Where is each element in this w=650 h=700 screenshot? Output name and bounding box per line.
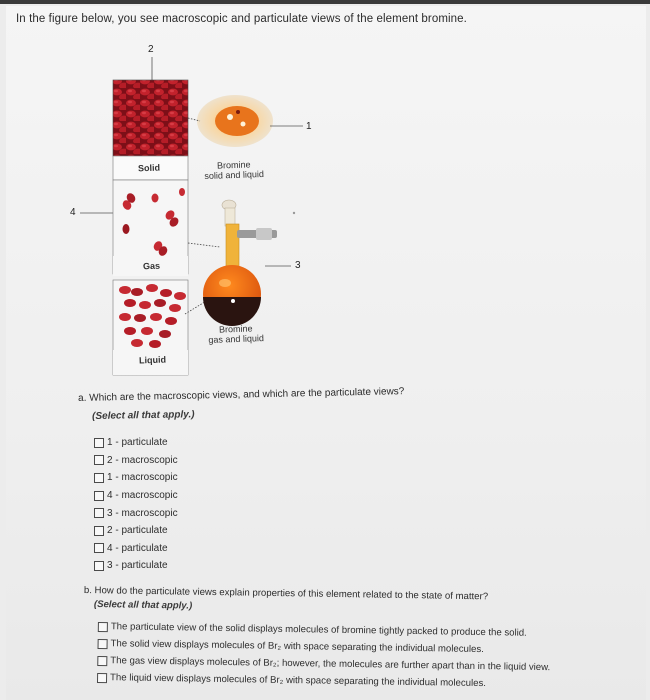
question-a-text: a. Which are the macroscopic views, and which are the particulate views? (78, 386, 405, 404)
checkbox[interactable] (94, 473, 104, 483)
option-b-solid-tightly-packed[interactable]: The particulate view of the solid displays molecules of bromine tightly packed to produce the solid. (98, 618, 551, 642)
checkbox[interactable] (94, 543, 104, 553)
crystal (241, 122, 246, 127)
bromine-flask-photo (185, 200, 295, 326)
gas-label: Gas (142, 260, 161, 272)
bromine-gas-liquid-caption: Bromine gas and liquid (208, 323, 265, 345)
checkbox[interactable] (94, 438, 104, 448)
crystal (227, 114, 233, 120)
callout-2: 2 (148, 44, 154, 55)
checkbox[interactable] (98, 638, 108, 648)
question-a-instruction: (Select all that apply.) (92, 409, 195, 422)
option-a-2-macroscopic[interactable]: 2 - macroscopic (94, 452, 178, 470)
solid-label: Solid (137, 162, 161, 174)
checkbox[interactable] (94, 561, 104, 571)
checkbox[interactable] (98, 621, 108, 631)
callout-3: 3 (295, 260, 301, 271)
bromine-solid-liquid-caption: Bromine solid and liquid (204, 159, 265, 182)
option-a-3-macroscopic[interactable]: 3 - macroscopic (94, 504, 178, 522)
question-a-options (94, 434, 178, 575)
option-b-solid-space-separating[interactable]: The solid view displays molecules of Br₂ with space separating the individual molecules. (97, 635, 550, 659)
question-b-options (97, 618, 551, 693)
liquid-label: Liquid (138, 354, 167, 366)
checkbox[interactable] (97, 655, 107, 665)
option-a-1-particulate[interactable]: 1 - particulate (94, 434, 178, 452)
checkbox[interactable] (94, 455, 104, 465)
option-a-1-macroscopic[interactable]: 1 - macroscopic (94, 469, 178, 487)
intro-text: In the figure below, you see macroscopic and particulate views of the element bromine. (16, 13, 467, 25)
option-a-2-particulate[interactable]: 2 - particulate (94, 522, 178, 540)
checkbox[interactable] (94, 491, 104, 501)
question-b-instruction: (Select all that apply.) (93, 599, 193, 612)
question-b-text: b. How do the particulate views explain properties of this element related to the state of matter? (83, 585, 489, 603)
solid-particulate-view (113, 80, 188, 156)
option-a-4-macroscopic[interactable]: 4 - macroscopic (94, 487, 178, 505)
checkbox[interactable] (94, 526, 104, 536)
callout-1: 1 (306, 121, 312, 132)
option-a-3-particulate[interactable]: 3 - particulate (94, 557, 178, 575)
crystal (236, 110, 240, 114)
callout-4: 4 (70, 207, 76, 218)
option-b-gas-further-apart[interactable]: The gas view displays molecules of Br₂; however, the molecules are further apart than in the liquid view. (97, 652, 550, 676)
option-a-4-particulate[interactable]: 4 - particulate (94, 540, 178, 558)
checkbox[interactable] (94, 508, 104, 518)
option-b-liquid-space-separating[interactable]: The liquid view displays molecules of Br₂ with space separating the individual molecules. (97, 669, 550, 693)
checkbox[interactable] (97, 672, 107, 682)
